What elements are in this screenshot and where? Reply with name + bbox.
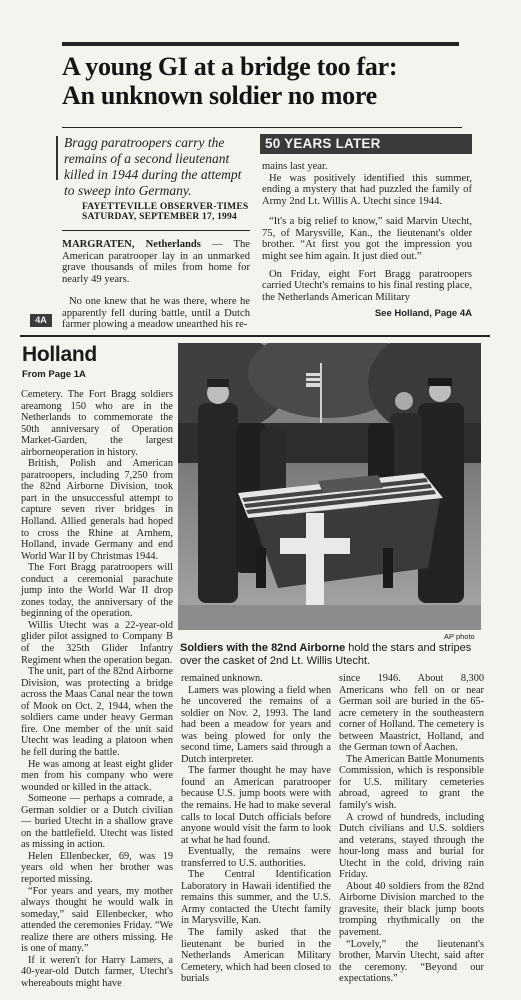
col1-paragraph-3: The Fort Bragg paratroopers will conduct a ceremonial parachute jump into the World War II drop zones today, the anniversary of the beginning of the operation. bbox=[21, 562, 173, 620]
front-column-2 bbox=[262, 161, 472, 319]
front-paragraph-6: On Friday, eight Fort Bragg paratroopers carried Utecht's remains to his final resting place, the Netherlands American Military bbox=[262, 268, 472, 304]
deck: Bragg paratroopers carry the remains of a second lieutenant killed in 1944 during the attempt to sweep into Germany. bbox=[64, 135, 242, 198]
front-paragraph-1: MARGRATEN, Netherlands — The American paratrooper lay in an unmarked grave thousands of miles from home for nearly 49 years. bbox=[62, 239, 250, 286]
col3-paragraph-2: The American Battle Monuments Commission, which is responsible for U.S. military cemeteries abroad, agreed to grant the family's wish. bbox=[339, 753, 484, 812]
jump-column-2 bbox=[181, 673, 331, 985]
col2-paragraph-1: remained unknown. bbox=[181, 673, 263, 684]
front-column-1 bbox=[62, 239, 250, 331]
page-tag: 4A bbox=[30, 314, 52, 327]
col1-paragraph-8: Helen Ellenbecker, 69, was 19 years old when her brother was reported missing. bbox=[21, 850, 173, 885]
headline-line-2: An unknown soldier no more bbox=[62, 81, 377, 110]
jump-column-3 bbox=[339, 673, 484, 985]
col1-paragraph-7: Someone — perhaps a comrade, a German soldier or a Dutch civilian — buried Utecht in a shallow grave on the battlefield. Utecht was listed as missing in action. bbox=[21, 793, 173, 851]
source-line bbox=[82, 202, 252, 222]
section-rule bbox=[20, 335, 490, 337]
dateline: MARGRATEN, Netherlands bbox=[62, 239, 201, 250]
caption-text: hold the stars and stripes over the casket of 2nd Lt. Willis Utecht. bbox=[180, 642, 472, 667]
photo-caption bbox=[180, 642, 482, 668]
col1-paragraph-10: If it weren't for Harry Lamers, a 40-year-old Dutch farmer, Utecht's whereabouts might have bbox=[21, 954, 173, 989]
funeral-photo bbox=[178, 343, 481, 630]
headline-line-1: A young GI at a bridge too far: bbox=[62, 52, 398, 81]
col1-paragraph-9: “For years and years, my mother always thought he would walk in someday,” said Ellenbecker, who attended the ceremonies Friday. “We realize there are others missing. He is one of many.” bbox=[21, 885, 173, 955]
source-paper: FAYETTEVILLE OBSERVER-TIMES bbox=[82, 202, 249, 212]
headline bbox=[62, 52, 482, 110]
jump-from: From Page 1A bbox=[22, 369, 86, 380]
top-rule bbox=[62, 42, 459, 46]
front-paragraph-2: No one knew that he was there, where he apparently fell during battle, until a Dutch farmer plowing a meadow unearthed his re- bbox=[62, 295, 250, 331]
col3-paragraph-4: About 40 soldiers from the 82nd Airborne Division marched to the gravesite, their black jump boots tromping rhythmically on the pavement. bbox=[339, 880, 484, 939]
source-rule bbox=[62, 230, 250, 231]
col2-paragraph-6: The family asked that the lieutenant be buried in the Netherlands American Military Cemetery, which had been closed to burials bbox=[181, 927, 331, 985]
source-date: SATURDAY, SEPTEMBER 17, 1994 bbox=[82, 212, 237, 222]
col1-paragraph-1: Cemetery. The Fort Bragg soldiers areamong 150 who are in the Netherlands to commemorate the 50th anniversary of Operation Market-Garden, the largest airborneoperation in history. bbox=[21, 389, 173, 458]
jump-title: Holland bbox=[22, 343, 97, 366]
headline-rule bbox=[62, 127, 462, 128]
caption-lead: Soldiers with the 82nd Airborne bbox=[180, 642, 346, 654]
col2-paragraph-4: Eventually, the remains were transferred to U.S. authorities. bbox=[181, 846, 331, 869]
col2-paragraph-3: The farmer thought he may have found an American paratrooper because U.S. jump boots were with the remains. He had to make several calls to local Dutch officials before anyone would visit the farm to look at what he had found. bbox=[181, 765, 331, 846]
front-paragraph-3: mains last year. bbox=[262, 161, 328, 172]
jump-column-1 bbox=[21, 389, 173, 989]
col2-paragraph-5: The Central Identification Laboratory in Hawaii identified the remains this summer, and the U.S. Army contacted the Utecht family in Marysville, Kan. bbox=[181, 869, 331, 927]
col1-paragraph-4: Willis Utecht was a 22-year-old glider pilot assigned to Company B of the 325th Glider Infantry Regiment when the operation began. bbox=[21, 619, 173, 666]
col3-paragraph-5: “Lovely,” the lieutenant's brother, Marvin Utecht, said after the ceremony. “Beyond our expectations.” bbox=[339, 938, 484, 985]
col1-paragraph-5: The unit, part of the 82nd Airborne Division, was protecting a bridge across the Maas Canal near the town of Mook on Oct. 2, 1944, when the soldiers came under heavy German fire. One member of the unit said Utecht was leading a platoon when he fell during the battle. bbox=[21, 666, 173, 758]
banner-50-years-later: 50 YEARS LATER bbox=[260, 134, 472, 154]
deck-bar bbox=[56, 136, 58, 180]
funeral-photo-graphic bbox=[178, 343, 481, 630]
see-holland-jump: See Holland, Page 4A bbox=[374, 307, 472, 319]
col2-paragraph-2: Lamers was plowing a field when he uncovered the remains of a soldier on Nov. 2, 1993. The land had been a meadow for years and was being plowed for only the second time, Lamers said through a Dutch interpreter. bbox=[181, 684, 331, 765]
col3-paragraph-3: A crowd of hundreds, including Dutch civilians and U.S. soldiers and veterans, stayed through the hour-long mass and burial for Utecht in the cold, driving rain Friday. bbox=[339, 811, 484, 881]
front-paragraph-5: “It's a big relief to know,” said Marvin Utecht, 75, of Marysville, Kan., the lieutenant's older brother. “At first you got the impression you might see him again. It just died out.” bbox=[262, 215, 472, 262]
photo-credit: AP photo bbox=[444, 632, 475, 641]
col1-paragraph-6: He was among at least eight glider men from his company who were wounded or killed in the attack. bbox=[21, 758, 173, 793]
col1-paragraph-2: British, Polish and American paratroopers, including 7,250 from the 82nd Airborne Division, took part in the unsuccessful attempt to capture seven river bridges in Holland. Allied generals had hoped to cross the Rhine at Arnhem, Holland, invade Germany and end World War II by Christmas 1944. bbox=[21, 458, 173, 562]
front-paragraph-4: He was positively identified this summer, ending a mystery that had puzzled the family of Army 2nd Lt. Willis A. Utecht since 1944. bbox=[262, 172, 472, 208]
col3-paragraph-1: since 1946. About 8,300 Americans who fell on or near German soil are buried in the 65-acre cemetery in the southeastern corner of Holland. The cemetery is between Maastrict, Holland, and the German town of Aachen. bbox=[339, 673, 484, 754]
